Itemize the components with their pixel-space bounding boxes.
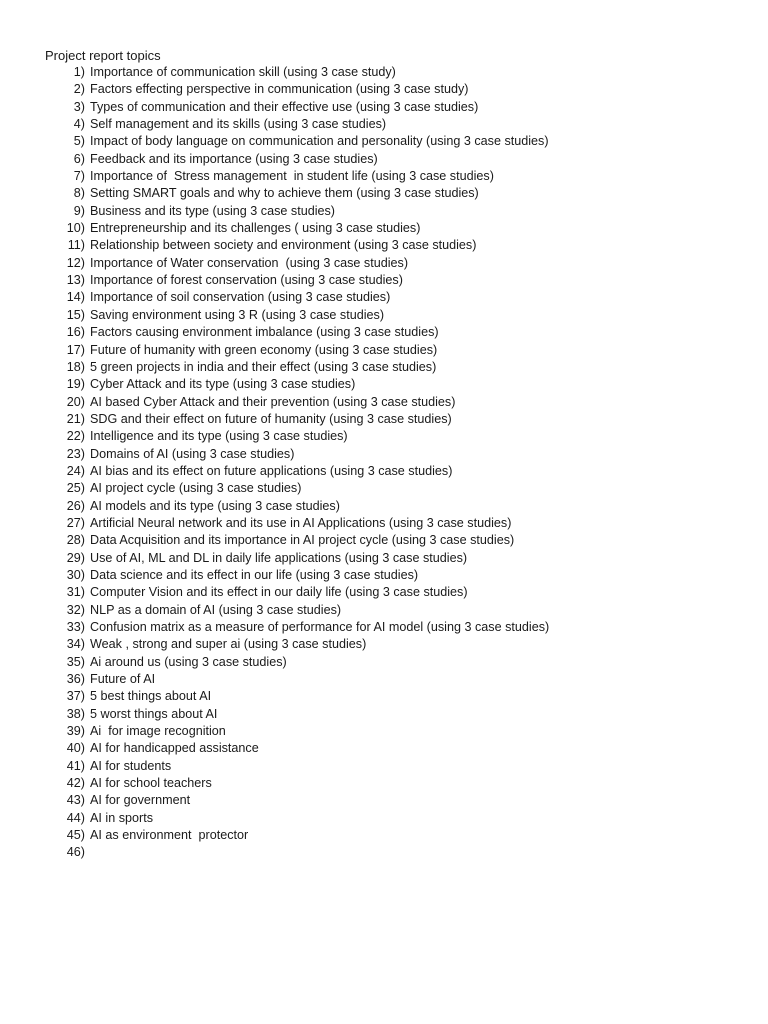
list-item — [45, 324, 745, 341]
list-item — [45, 515, 745, 532]
list-item — [45, 116, 745, 133]
topic-number: 37) — [66, 689, 85, 704]
list-item — [45, 307, 745, 324]
topic-text: AI based Cyber Attack and their prevention (using 3 case studies) — [90, 394, 456, 409]
list-item — [45, 411, 745, 428]
topic-text: Importance of soil conservation (using 3 case studies) — [90, 290, 391, 305]
list-item — [45, 844, 745, 861]
topic-number: 11) — [67, 238, 85, 253]
topic-text: AI in sports — [90, 810, 153, 825]
topic-number: 31) — [66, 585, 85, 600]
list-item — [45, 168, 745, 185]
topic-text: AI as environment protector — [90, 828, 249, 843]
topic-text: Feedback and its importance (using 3 case studies) — [90, 151, 378, 166]
list-item — [45, 289, 745, 306]
topic-text: Use of AI, ML and DL in daily life applications (using 3 case studies) — [90, 550, 468, 565]
list-item — [45, 428, 745, 445]
topic-text: Relationship between society and environment (using 3 case studies) — [90, 238, 477, 253]
topic-text: Saving environment using 3 R (using 3 case studies) — [90, 307, 385, 322]
topic-number: 18) — [66, 359, 85, 374]
topic-number: 16) — [66, 325, 85, 340]
list-item — [45, 758, 745, 775]
topic-number: 20) — [66, 394, 85, 409]
topic-text: Factors causing environment imbalance (using 3 case studies) — [90, 325, 439, 340]
topic-text: Future of AI — [90, 672, 156, 687]
topic-number: 36) — [66, 672, 85, 687]
list-item — [45, 636, 745, 653]
topic-text: Data Acquisition and its importance in AI project cycle (using 3 case studies) — [90, 533, 515, 548]
topic-text: NLP as a domain of AI (using 3 case studies) — [90, 602, 342, 617]
list-item — [45, 64, 745, 81]
topic-number: 24) — [66, 463, 85, 478]
topic-text: Data science and its effect in our life (using 3 case studies) — [90, 567, 419, 582]
topic-number: 10) — [66, 221, 85, 236]
topic-text: 5 worst things about AI — [90, 706, 218, 721]
list-item — [45, 827, 745, 844]
topic-number: 35) — [66, 654, 85, 669]
topic-text: Computer Vision and its effect in our daily life (using 3 case studies) — [90, 585, 468, 600]
topic-number: 13) — [66, 273, 85, 288]
topic-text: 5 best things about AI — [90, 689, 212, 704]
list-item — [45, 550, 745, 567]
list-item — [45, 446, 745, 463]
list-item — [45, 810, 745, 827]
topic-number: 6) — [73, 151, 85, 166]
topic-number: 14) — [66, 290, 85, 305]
list-item — [45, 619, 745, 636]
topic-text: Weak , strong and super ai (using 3 case studies) — [90, 637, 367, 652]
topic-text: Impact of body language on communication and personality (using 3 case studies) — [90, 134, 549, 149]
list-item — [45, 220, 745, 237]
topic-text: Future of humanity with green economy (using 3 case studies) — [90, 342, 438, 357]
topic-text: Importance of forest conservation (using 3 case studies) — [90, 273, 403, 288]
list-item — [45, 775, 745, 792]
list-item — [45, 394, 745, 411]
topic-text: Intelligence and its type (using 3 case studies) — [90, 429, 348, 444]
topic-number: 40) — [66, 741, 85, 756]
topic-text: Types of communication and their effective use (using 3 case studies) — [90, 99, 479, 114]
topic-number: 30) — [66, 567, 85, 582]
topic-number: 46) — [66, 845, 85, 860]
topic-text: Confusion matrix as a measure of performance for AI model (using 3 case studies) — [90, 620, 550, 634]
list-item — [45, 151, 745, 168]
topic-text: AI project cycle (using 3 case studies) — [90, 481, 302, 496]
list-item — [45, 792, 745, 809]
topic-list — [45, 64, 745, 862]
topic-number: 42) — [66, 776, 85, 791]
topic-number: 38) — [66, 706, 85, 721]
topic-number: 15) — [66, 307, 85, 322]
list-item — [45, 688, 745, 705]
topic-text: AI for handicapped assistance — [90, 741, 259, 756]
topic-number: 28) — [66, 533, 85, 548]
topic-number: 44) — [66, 810, 85, 825]
topic-number: 39) — [66, 724, 85, 739]
list-item — [45, 376, 745, 393]
topic-number: 22) — [66, 429, 85, 444]
topic-text: AI models and its type (using 3 case studies) — [90, 498, 340, 513]
topic-text: Business and its type (using 3 case studies) — [90, 203, 336, 218]
list-item — [45, 567, 745, 584]
topic-number: 25) — [66, 481, 85, 496]
topic-number: 41) — [66, 758, 85, 773]
list-item — [45, 272, 745, 289]
list-item — [45, 463, 745, 480]
document-title: Project report topics — [45, 48, 161, 63]
document-page — [45, 47, 745, 862]
topic-number: 23) — [66, 446, 85, 461]
topic-text: Importance of Stress management in student life (using 3 case studies) — [90, 169, 494, 184]
topic-text: Factors effecting perspective in communication (using 3 case study) — [90, 82, 469, 97]
list-item — [45, 81, 745, 98]
topic-number: 34) — [66, 637, 85, 652]
topic-number: 17) — [66, 342, 85, 357]
list-item — [45, 185, 745, 202]
topic-number: 1) — [73, 65, 85, 79]
list-item — [45, 498, 745, 515]
topic-text: AI for government — [90, 793, 191, 808]
topic-text: Importance of Water conservation (using 3 case studies) — [90, 255, 409, 270]
list-item — [45, 237, 745, 254]
topic-text: AI for students — [90, 758, 172, 773]
list-item — [45, 133, 745, 150]
list-item — [45, 99, 745, 116]
topic-number: 45) — [66, 828, 85, 843]
topic-number: 9) — [73, 203, 85, 218]
topic-number: 8) — [73, 186, 85, 201]
topic-text: Entrepreneurship and its challenges ( using 3 case studies) — [90, 221, 421, 236]
topic-number: 4) — [73, 117, 85, 132]
topic-text: Cyber Attack and its type (using 3 case studies) — [90, 377, 356, 392]
list-item — [45, 480, 745, 497]
list-item — [45, 706, 745, 723]
topic-number: 3) — [73, 99, 85, 114]
list-item — [45, 723, 745, 740]
list-item — [45, 671, 745, 688]
topic-text: AI for school teachers — [90, 776, 212, 791]
topic-number: 21) — [66, 411, 85, 426]
topic-text: Ai around us (using 3 case studies) — [90, 654, 287, 669]
topic-number: 7) — [73, 169, 85, 184]
topic-text: AI bias and its effect on future applications (using 3 case studies) — [90, 463, 453, 478]
list-item — [45, 359, 745, 376]
topic-number: 12) — [66, 255, 85, 270]
topic-text: 5 green projects in india and their effect (using 3 case studies) — [90, 359, 437, 374]
topic-number: 43) — [66, 793, 85, 808]
topic-text: Importance of communication skill (using 3 case study) — [90, 65, 396, 79]
list-item — [45, 342, 745, 359]
list-item — [45, 654, 745, 671]
topic-text: Domains of AI (using 3 case studies) — [90, 446, 295, 461]
topic-text: Setting SMART goals and why to achieve them (using 3 case studies) — [90, 186, 479, 201]
list-item — [45, 203, 745, 220]
topic-number: 29) — [66, 550, 85, 565]
list-item — [45, 532, 745, 549]
topic-text: Self management and its skills (using 3 case studies) — [90, 117, 387, 132]
topic-number: 19) — [66, 377, 85, 392]
topic-number: 32) — [66, 602, 85, 617]
list-item — [45, 602, 745, 619]
list-item — [45, 740, 745, 757]
topic-text — [85, 844, 90, 861]
topic-number: 26) — [66, 498, 85, 513]
topic-text: Artificial Neural network and its use in AI Applications (using 3 case studies) — [90, 515, 512, 530]
topic-number: 5) — [73, 134, 85, 149]
list-item — [45, 255, 745, 272]
topic-text: Ai for image recognition — [90, 724, 226, 739]
topic-number: 27) — [66, 515, 85, 530]
list-item — [45, 584, 745, 601]
topic-number: 33) — [66, 620, 85, 634]
topic-text: SDG and their effect on future of humanity (using 3 case studies) — [90, 411, 452, 426]
topic-number: 2) — [73, 82, 85, 97]
